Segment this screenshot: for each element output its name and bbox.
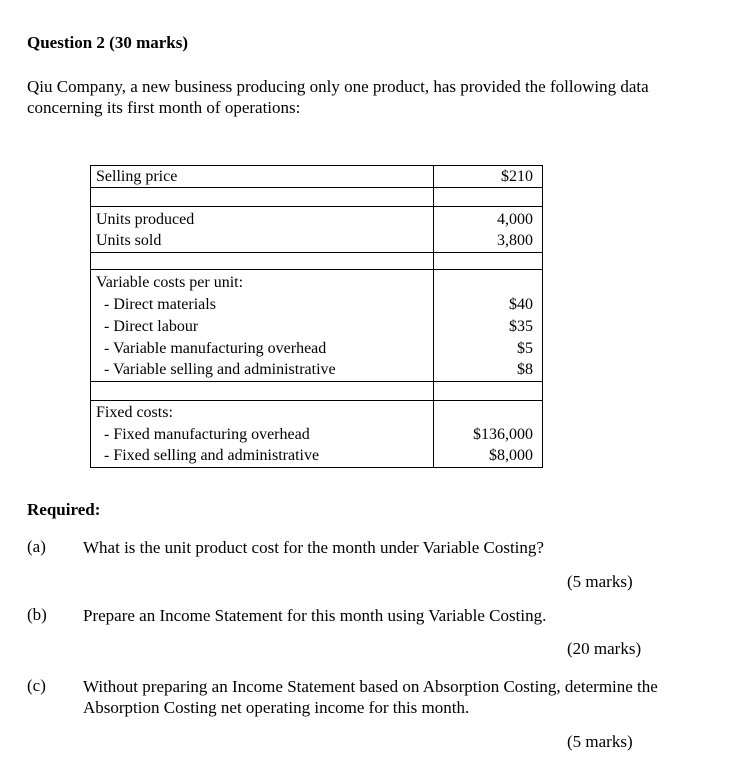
- table-border-left: [90, 165, 91, 468]
- intro-text: Qiu Company, a new business producing only one product, has provided the following data concerning its first month of operations:: [27, 77, 649, 117]
- row-separator: [90, 252, 543, 253]
- question-b-text: Prepare an Income Statement for this month using Variable Costing.: [83, 606, 547, 625]
- units-produced-value: 4,000: [497, 211, 533, 228]
- question-b-label: (b): [27, 605, 47, 624]
- variable-mfg-overhead-label: - Variable manufacturing overhead: [104, 340, 327, 357]
- table-column-divider: [433, 165, 434, 468]
- cost-data-table: [90, 165, 543, 468]
- direct-materials-label: - Direct materials: [104, 296, 216, 313]
- question-title: Question 2 (30 marks): [27, 33, 189, 52]
- question-b-marks: (20 marks): [567, 639, 642, 658]
- selling-price-label: Selling price: [96, 168, 178, 185]
- fixed-mfg-overhead-value: $136,000: [473, 426, 533, 443]
- question-c-marks: (5 marks): [567, 732, 633, 751]
- question-a-label: (a): [27, 537, 46, 556]
- row-separator: [90, 269, 543, 270]
- direct-materials-value: $40: [509, 296, 533, 313]
- direct-labour-label: - Direct labour: [104, 318, 199, 335]
- row-separator: [90, 187, 543, 188]
- fixed-mfg-overhead-label: - Fixed manufacturing overhead: [104, 426, 310, 443]
- fixed-selling-admin-value: $8,000: [489, 447, 533, 464]
- units-sold-value: 3,800: [497, 232, 533, 249]
- table-border-bottom: [90, 467, 543, 468]
- variable-costs-header: Variable costs per unit:: [96, 274, 244, 291]
- question-c-text: Without preparing an Income Statement based on Absorption Costing, determine the Absorption Costing net operating income for this month.: [83, 677, 658, 717]
- required-heading: Required:: [27, 500, 101, 519]
- question-a-marks: (5 marks): [567, 572, 633, 591]
- variable-selling-admin-label: - Variable selling and administrative: [104, 361, 336, 378]
- question-c-label: (c): [27, 676, 46, 695]
- units-produced-label: Units produced: [96, 211, 195, 228]
- variable-selling-admin-value: $8: [517, 361, 533, 378]
- variable-mfg-overhead-value: $5: [517, 340, 533, 357]
- row-separator: [90, 400, 543, 401]
- row-separator: [90, 206, 543, 207]
- fixed-costs-header: Fixed costs:: [96, 404, 173, 421]
- fixed-selling-admin-label: - Fixed selling and administrative: [104, 447, 320, 464]
- selling-price-value: $210: [501, 168, 533, 185]
- row-separator: [90, 381, 543, 382]
- units-sold-label: Units sold: [96, 232, 162, 249]
- direct-labour-value: $35: [509, 318, 533, 335]
- question-a-text: What is the unit product cost for the month under Variable Costing?: [83, 538, 544, 557]
